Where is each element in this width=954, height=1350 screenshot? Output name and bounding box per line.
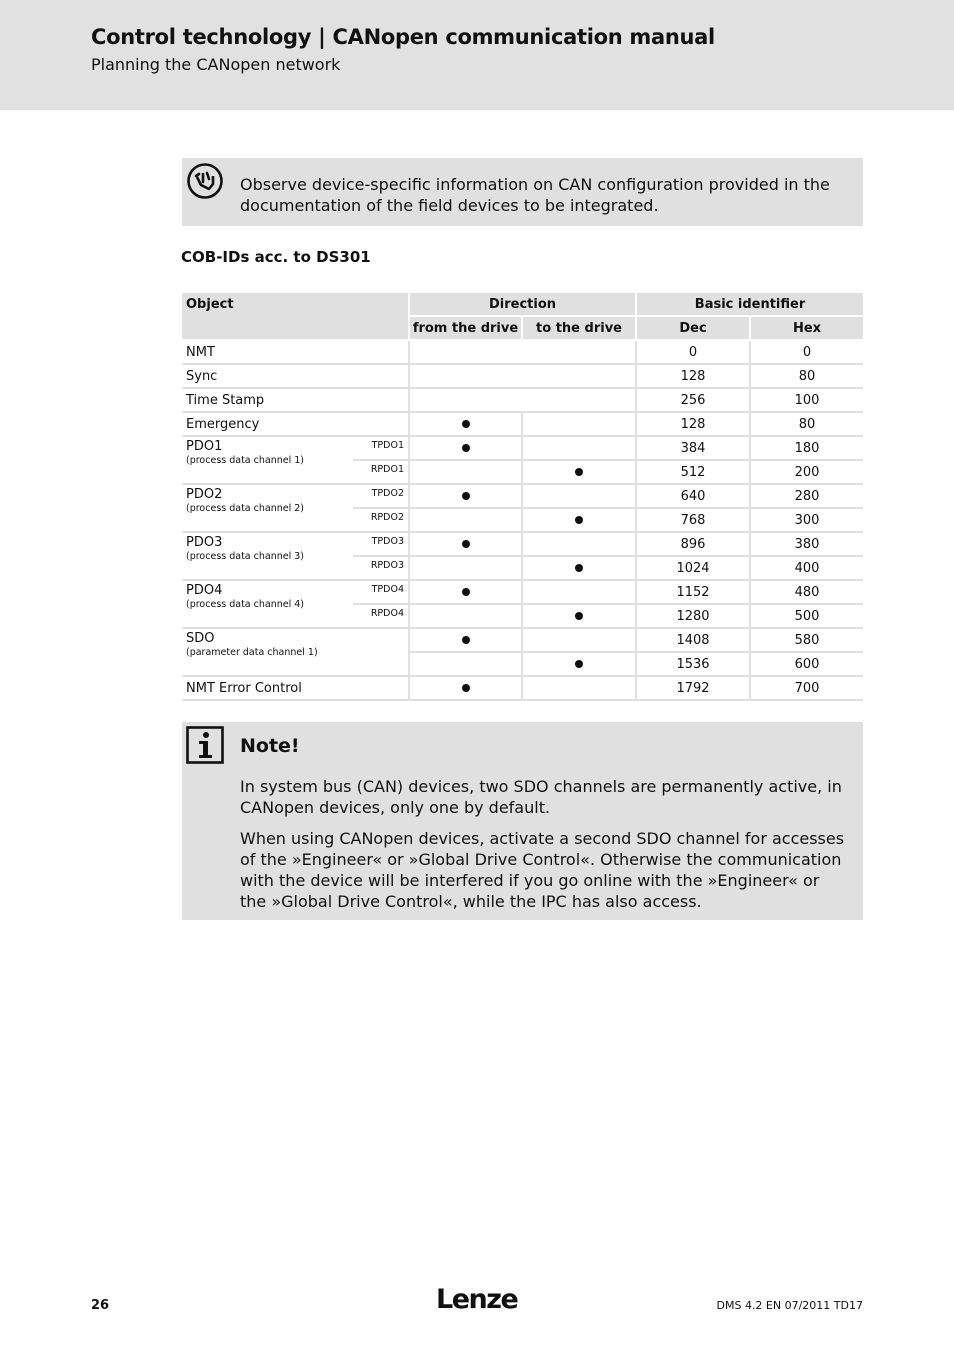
hex-value: 480 bbox=[750, 580, 863, 604]
object-name: Sync bbox=[186, 368, 218, 384]
hex-value: 700 bbox=[750, 676, 863, 700]
tip-box bbox=[182, 158, 863, 226]
from-drive-dot-icon bbox=[462, 420, 470, 428]
from-drive-dot-icon bbox=[462, 492, 470, 500]
chapter-subtitle: Planning the CANopen network bbox=[91, 55, 341, 74]
table-row bbox=[182, 340, 863, 364]
from-drive-dot-icon bbox=[462, 540, 470, 548]
hex-value: 180 bbox=[750, 436, 863, 460]
pdo-tag: TPDO1 bbox=[371, 440, 404, 451]
hex-value: 500 bbox=[750, 604, 863, 628]
header-hex: Hex bbox=[750, 316, 863, 340]
hand-pointing-icon bbox=[186, 162, 224, 204]
object-description: (process data channel 2) bbox=[186, 503, 305, 514]
object-name: PDO1 bbox=[186, 439, 223, 454]
pdo-tag: RPDO4 bbox=[370, 608, 404, 619]
tip-text: Observe device-specific information on CAN configuration provided in the documentation of the field devices to be integrated. bbox=[240, 175, 830, 215]
pdo-tag: TPDO2 bbox=[371, 488, 404, 499]
note-box bbox=[182, 722, 863, 920]
from-drive-dot-icon bbox=[462, 636, 470, 644]
from-drive-dot-icon bbox=[462, 444, 470, 452]
table-header-row bbox=[182, 293, 863, 316]
table-row bbox=[182, 436, 863, 460]
pdo-tag: TPDO3 bbox=[371, 536, 404, 547]
object-name: PDO2 bbox=[186, 487, 223, 502]
table-row bbox=[182, 532, 863, 556]
object-name: NMT Error Control bbox=[186, 680, 302, 696]
pdo-tag: RPDO3 bbox=[370, 560, 404, 571]
object-name: Time Stamp bbox=[186, 392, 265, 408]
dec-value: 1536 bbox=[636, 652, 750, 676]
to-drive-dot-icon bbox=[575, 564, 583, 572]
document-reference: DMS 4.2 EN 07/2011 TD17 bbox=[716, 1299, 863, 1312]
dec-value: 1408 bbox=[636, 628, 750, 652]
hex-value: 300 bbox=[750, 508, 863, 532]
cob-id-table bbox=[182, 293, 863, 701]
manual-title: Control technology | CANopen communication manual bbox=[91, 25, 715, 49]
hex-value: 280 bbox=[750, 484, 863, 508]
note-paragraph: When using CANopen devices, activate a second SDO channel for accesses of the »Engineer« or »Global Drive Control«. Otherwise the communication with the device will be interfered if you go online with the »Engineer« or the »Global Drive Control«, while the IPC has also access. bbox=[240, 829, 845, 911]
lenze-logo: Lenze bbox=[436, 1284, 518, 1315]
header-to-drive: to the drive bbox=[522, 316, 636, 340]
dec-value: 128 bbox=[636, 364, 750, 388]
object-description: (process data channel 4) bbox=[186, 599, 305, 610]
dec-value: 512 bbox=[636, 460, 750, 484]
note-paragraph: In system bus (CAN) devices, two SDO channels are permanently active, in CANopen devices, only one by default. bbox=[240, 777, 842, 817]
object-name: Emergency bbox=[186, 416, 260, 432]
object-description: (process data channel 1) bbox=[186, 455, 305, 466]
object-name: PDO3 bbox=[186, 535, 223, 550]
object-name: SDO bbox=[186, 631, 215, 646]
dec-value: 768 bbox=[636, 508, 750, 532]
hex-value: 380 bbox=[750, 532, 863, 556]
object-description: (process data channel 3) bbox=[186, 551, 305, 562]
table-row bbox=[182, 364, 863, 388]
dec-value: 0 bbox=[636, 340, 750, 364]
object-name: NMT bbox=[186, 344, 215, 360]
hex-value: 200 bbox=[750, 460, 863, 484]
section-title: COB-IDs acc. to DS301 bbox=[181, 248, 371, 266]
dec-value: 1280 bbox=[636, 604, 750, 628]
table-row bbox=[182, 580, 863, 604]
from-drive-dot-icon bbox=[462, 684, 470, 692]
note-heading: Note! bbox=[240, 735, 300, 757]
table-row bbox=[182, 628, 863, 652]
dec-value: 896 bbox=[636, 532, 750, 556]
object-name: PDO4 bbox=[186, 583, 223, 598]
hex-value: 400 bbox=[750, 556, 863, 580]
header-basic-identifier: Basic identifier bbox=[636, 293, 863, 316]
pdo-tag: RPDO1 bbox=[370, 464, 404, 475]
pdo-tag: TPDO4 bbox=[371, 584, 404, 595]
table-row bbox=[182, 388, 863, 412]
dec-value: 1792 bbox=[636, 676, 750, 700]
to-drive-dot-icon bbox=[575, 516, 583, 524]
info-icon bbox=[186, 726, 224, 768]
header-dec: Dec bbox=[636, 316, 750, 340]
dec-value: 128 bbox=[636, 412, 750, 436]
table-row bbox=[182, 676, 863, 700]
to-drive-dot-icon bbox=[575, 612, 583, 620]
hex-value: 80 bbox=[750, 364, 863, 388]
page-header bbox=[0, 0, 954, 110]
hex-value: 0 bbox=[750, 340, 863, 364]
table-row bbox=[182, 484, 863, 508]
hex-value: 600 bbox=[750, 652, 863, 676]
header-from-drive: from the drive bbox=[409, 316, 522, 340]
table-row bbox=[182, 412, 863, 436]
dec-value: 384 bbox=[636, 436, 750, 460]
header-direction: Direction bbox=[409, 293, 636, 316]
to-drive-dot-icon bbox=[575, 660, 583, 668]
dec-value: 256 bbox=[636, 388, 750, 412]
page-number: 26 bbox=[91, 1298, 110, 1313]
header-object: Object bbox=[182, 293, 409, 340]
hex-value: 580 bbox=[750, 628, 863, 652]
to-drive-dot-icon bbox=[575, 468, 583, 476]
from-drive-dot-icon bbox=[462, 588, 470, 596]
hex-value: 100 bbox=[750, 388, 863, 412]
object-description: (parameter data channel 1) bbox=[186, 647, 318, 658]
hex-value: 80 bbox=[750, 412, 863, 436]
pdo-tag: RPDO2 bbox=[370, 512, 404, 523]
dec-value: 1152 bbox=[636, 580, 750, 604]
dec-value: 640 bbox=[636, 484, 750, 508]
dec-value: 1024 bbox=[636, 556, 750, 580]
